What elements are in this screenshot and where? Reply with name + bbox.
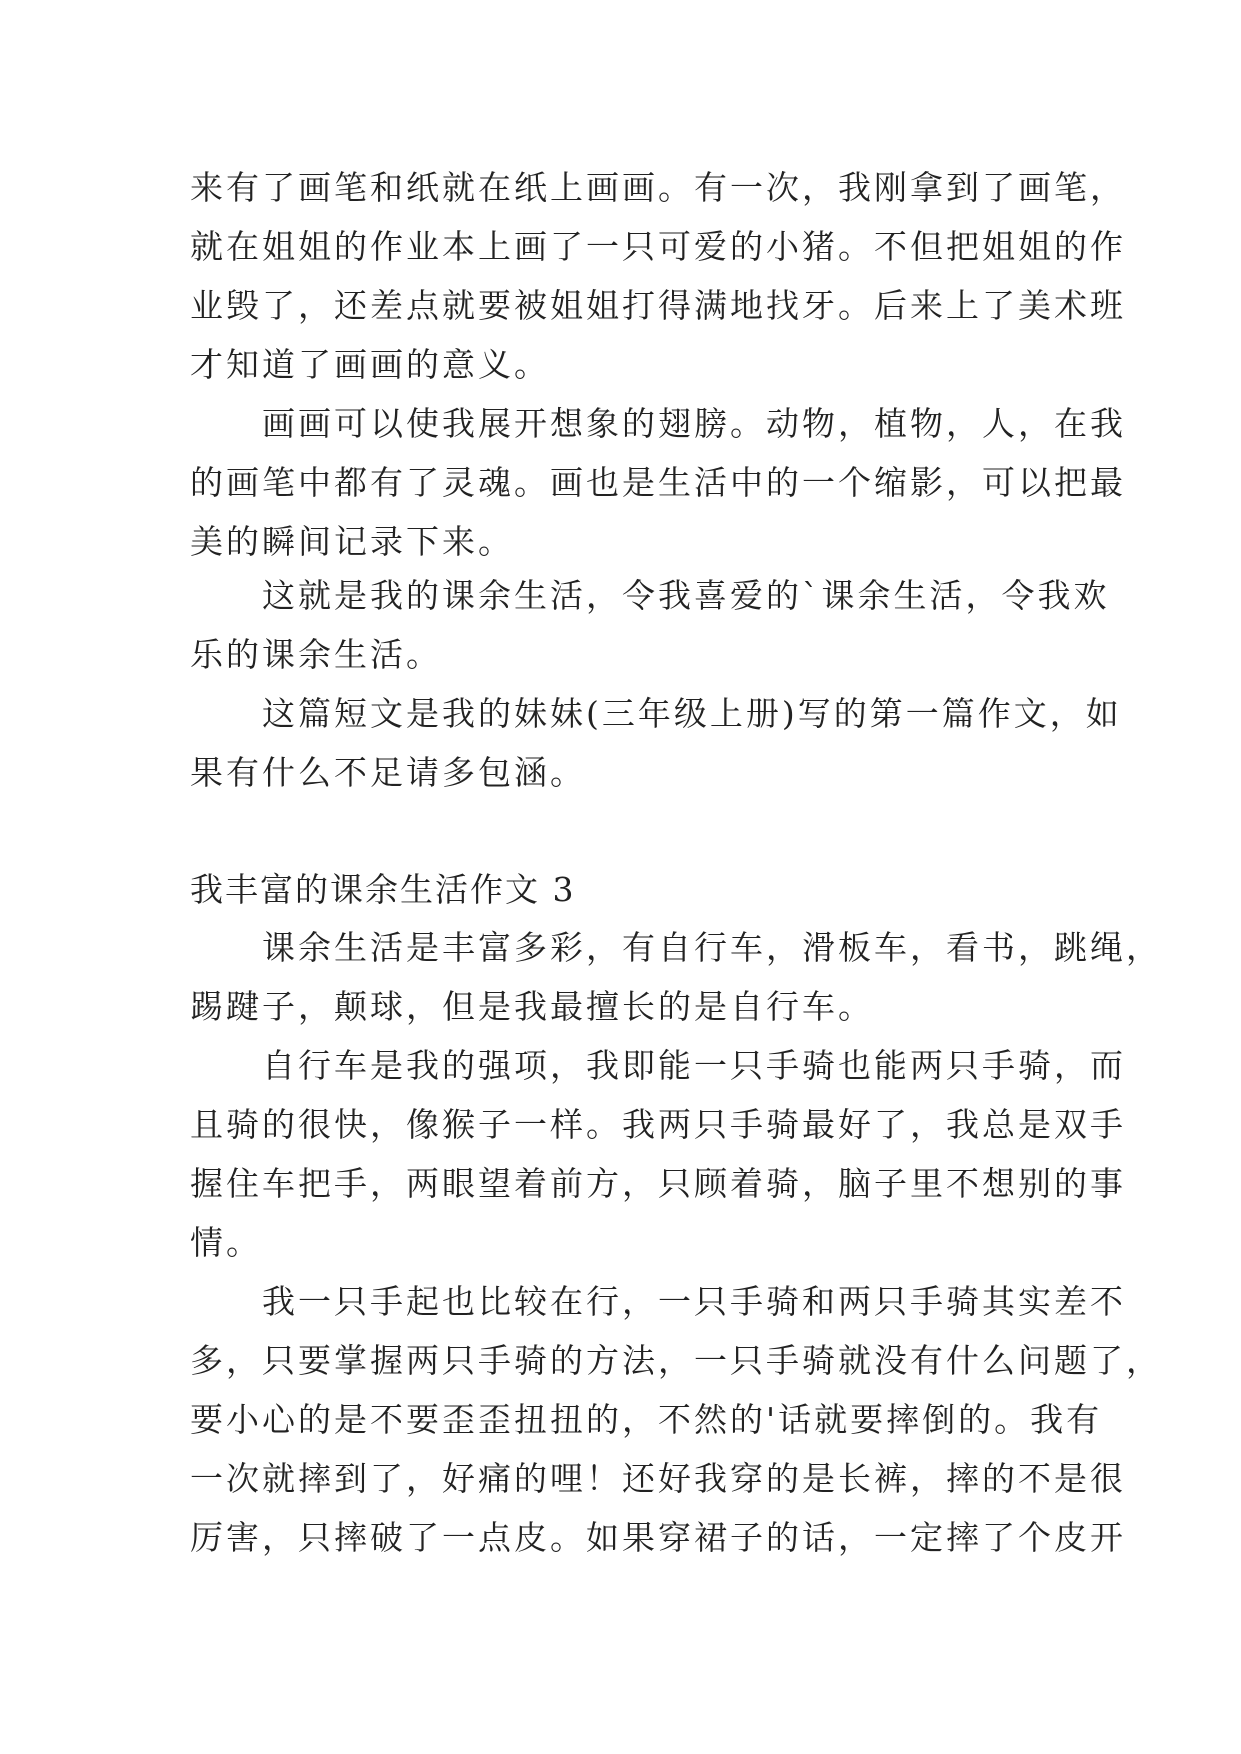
text-line: 的画笔中都有了灵魂。画也是生活中的一个缩影，可以把最 <box>190 463 1126 502</box>
text-line: 多，只要掌握两只手骑的方法，一只手骑就没有什么问题了， <box>190 1341 1162 1380</box>
section-heading <box>190 860 1060 919</box>
text-line: 乐的课余生活。 <box>190 635 442 674</box>
text-line: 才知道了画画的意义。 <box>190 345 550 384</box>
text-line: 画画可以使我展开想象的翅膀。动物，植物，人，在我 <box>190 404 1126 443</box>
text-line: 这就是我的课余生活，令我喜爱的`课余生活，令我欢 <box>190 576 1110 615</box>
text-line: 果有什么不足请多包涵。 <box>190 753 586 792</box>
text-line: 这篇短文是我的妹妹(三年级上册)写的第一篇作文，如 <box>190 694 1122 733</box>
paragraph-author-note <box>190 684 1122 802</box>
text-line: 厉害，只摔破了一点皮。如果穿裙子的话，一定摔了个皮开 <box>190 1518 1126 1557</box>
text-line: 课余生活是丰富多彩，有自行车，滑板车，看书，跳绳， <box>190 928 1162 967</box>
paragraph-intro-activities <box>190 918 1162 1036</box>
paragraph-bike-strength <box>190 1036 1126 1272</box>
paragraph-drawing-meaning <box>190 394 1126 571</box>
paragraph-conclusion <box>190 566 1110 684</box>
text-line: 来有了画笔和纸就在纸上画画。有一次，我刚拿到了画笔， <box>190 168 1126 207</box>
text-line: 情。 <box>190 1223 262 1262</box>
text-line: 自行车是我的强项，我即能一只手骑也能两只手骑，而 <box>190 1046 1126 1085</box>
text-line: 业毁了，还差点就要被姐姐打得满地找牙。后来上了美术班 <box>190 286 1126 325</box>
text-line: 我一只手起也比较在行，一只手骑和两只手骑其实差不 <box>190 1282 1126 1321</box>
heading-text: 我丰富的课余生活作文 3 <box>190 870 576 909</box>
paragraph-one-hand-riding <box>190 1272 1162 1567</box>
paragraph-drawing-story <box>190 158 1126 394</box>
text-line: 要小心的是不要歪歪扭扭的，不然的'话就要摔倒的。我有 <box>190 1400 1103 1439</box>
text-line: 美的瞬间记录下来。 <box>190 522 514 561</box>
text-line: 一次就摔到了，好痛的哩！还好我穿的是长裤，摔的不是很 <box>190 1459 1126 1498</box>
text-line: 握住车把手，两眼望着前方，只顾着骑，脑子里不想别的事 <box>190 1164 1126 1203</box>
text-line: 踢踺子，颠球，但是我最擅长的是自行车。 <box>190 987 874 1026</box>
text-line: 且骑的很快，像猴子一样。我两只手骑最好了，我总是双手 <box>190 1105 1126 1144</box>
text-line: 就在姐姐的作业本上画了一只可爱的小猪。不但把姐姐的作 <box>190 227 1126 266</box>
